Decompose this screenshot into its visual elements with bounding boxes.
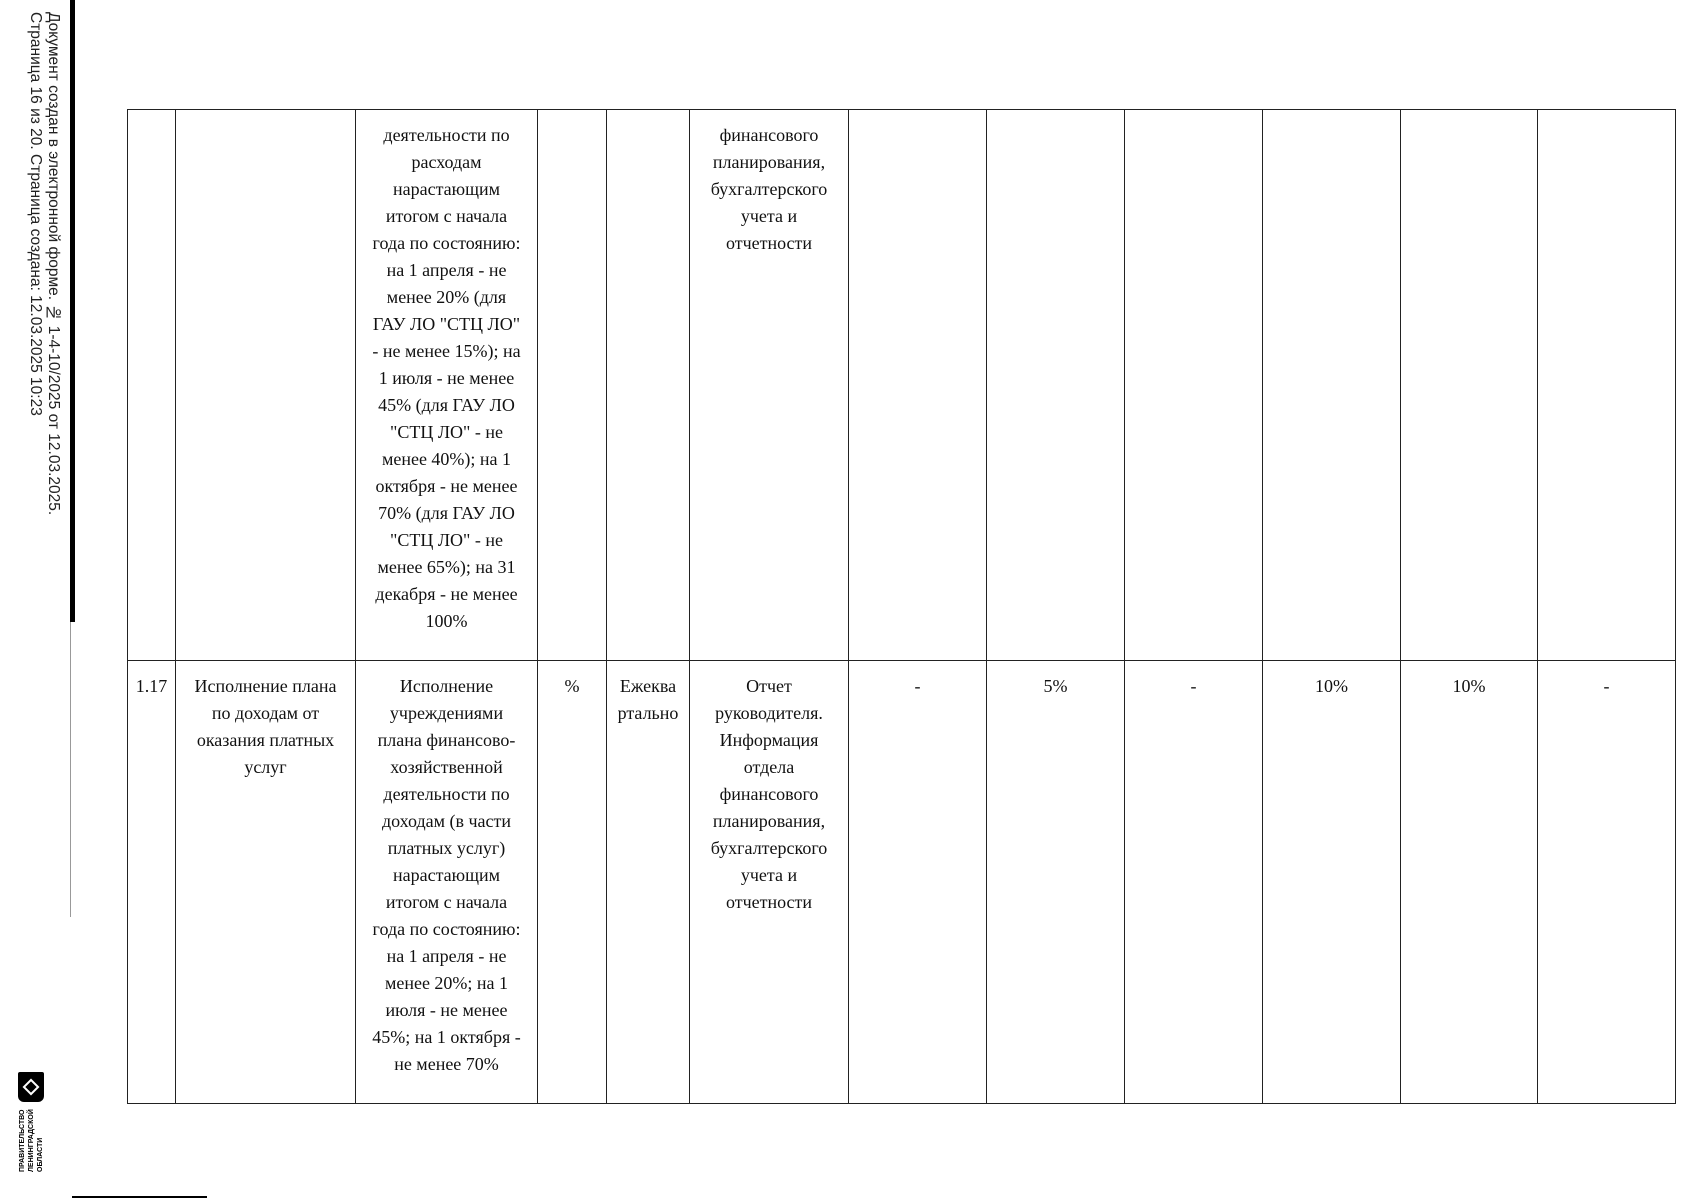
cell-value xyxy=(849,110,987,661)
table-row xyxy=(128,110,1676,661)
table-row xyxy=(128,661,1676,1104)
document-stamp xyxy=(12,12,62,552)
cell-value xyxy=(1263,110,1401,661)
cell-value xyxy=(1125,110,1263,661)
cell-source: финансового планирования, бухгалтерского учета и отчетности xyxy=(690,110,849,661)
cell-value xyxy=(987,110,1125,661)
cell-value: 10% xyxy=(1263,661,1401,1104)
cell-value: - xyxy=(849,661,987,1104)
cell-description: Исполнение учреждениями плана финансово- хозяйственной деятельности по доходам (в части платных услуг) нарастающим итогом с начала года по состоянию: на 1 апреля - не менее 20%; на 1 июля - не менее 45%; на 1 октября - не менее 70% xyxy=(356,661,538,1104)
cell-indicator-name: Исполнение плана по доходам от оказания платных услуг xyxy=(176,661,356,1104)
cell-source: Отчет руководителя. Информация отдела финансового планирования, бухгалтерского учета и отчетности xyxy=(690,661,849,1104)
cell-unit: % xyxy=(538,661,607,1104)
coat-of-arms-icon xyxy=(18,1072,44,1102)
margin-bar xyxy=(70,0,75,622)
cell-value: 5% xyxy=(987,661,1125,1104)
cell-description: деятельности по расходам нарастающим итогом с начала года по состоянию: на 1 апреля - не менее 20% (для ГАУ ЛО "СТЦ ЛО" - не менее 15%); на 1 июля - не менее 45% (для ГАУ ЛО "СТЦ ЛО" - не менее 40%); на 1 октября - не менее 70% (для ГАУ ЛО "СТЦ ЛО" - не менее 65%); на 31 декабря - не менее 100% xyxy=(356,110,538,661)
logo-line-2: ЛЕНИНГРАДСКОЙ xyxy=(28,1109,35,1172)
cell-value: - xyxy=(1538,661,1676,1104)
document-stamp-line-1: Документ создан в электронной форме. № 1-4-10/2025 от 12.03.2025. xyxy=(45,12,62,516)
cell-frequency: Ежеква ртально xyxy=(607,661,690,1104)
margin-bar-thin xyxy=(70,622,71,917)
cell-value xyxy=(1538,110,1676,661)
government-logo xyxy=(18,1072,68,1172)
logo-text xyxy=(18,1108,48,1172)
cell-number: 1.17 xyxy=(128,661,176,1104)
cell-unit xyxy=(538,110,607,661)
cell-indicator-name xyxy=(176,110,356,661)
footer-rule xyxy=(72,1196,207,1198)
cell-frequency xyxy=(607,110,690,661)
cell-number xyxy=(128,110,176,661)
document-stamp-line-2: Страница 16 из 20. Страница создана: 12.03.2025 10:23 xyxy=(27,12,44,416)
logo-line-1: ПРАВИТЕЛЬСТВО xyxy=(19,1109,26,1172)
cell-value: 10% xyxy=(1401,661,1538,1104)
cell-value: - xyxy=(1125,661,1263,1104)
logo-line-3: ОБЛАСТИ xyxy=(37,1137,44,1172)
cell-value xyxy=(1401,110,1538,661)
indicators-table xyxy=(127,109,1676,1104)
